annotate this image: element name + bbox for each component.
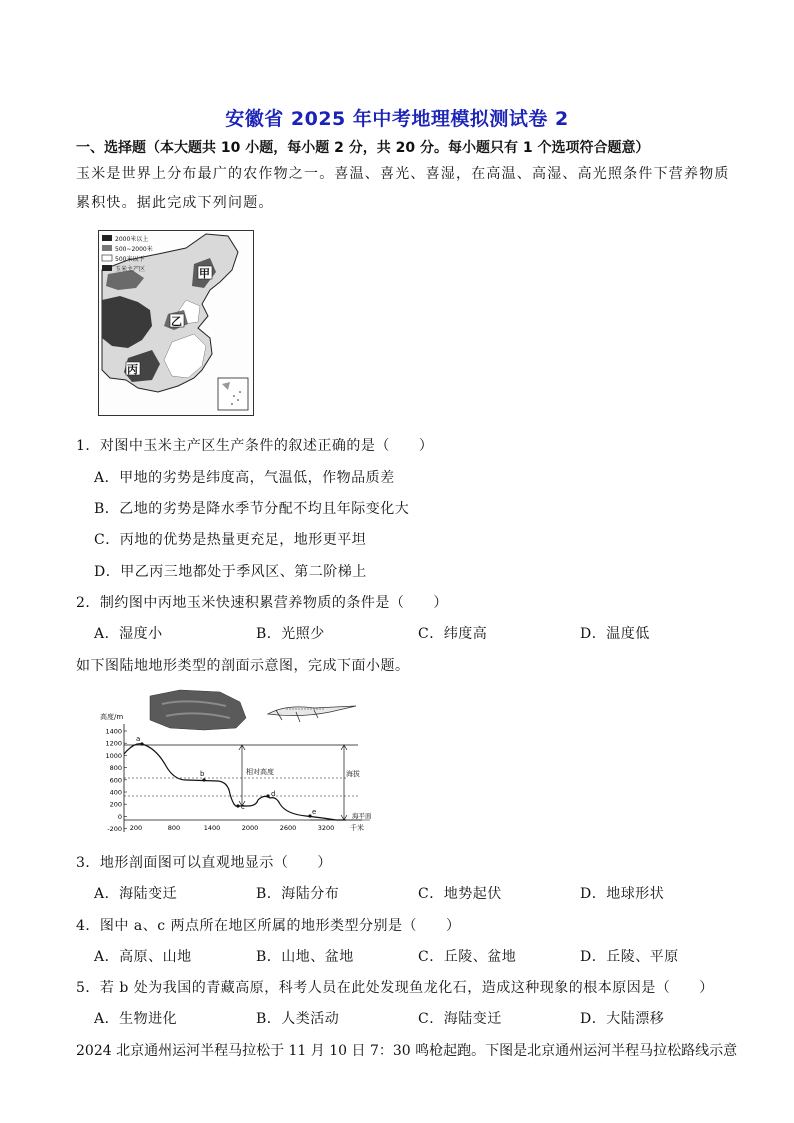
- region-label-yi: 乙: [171, 315, 182, 328]
- question-4-option-c: C．丘陵、盆地: [418, 949, 517, 965]
- x-tick-label: 3200: [317, 824, 335, 832]
- china-map-figure: [98, 230, 254, 416]
- y-tick-label: 1000: [105, 751, 122, 760]
- question-1-option-d: D．甲乙丙三地都处于季风区、第二阶梯上: [94, 564, 367, 580]
- y-tick-label: 200: [109, 800, 122, 809]
- question-5-stem: 5．若 b 处为我国的青藏高原，科考人员在此处发现鱼龙化石，造成这种现象的根本原因是（ ）: [76, 980, 714, 996]
- point-label-b: b: [200, 770, 205, 778]
- question-4-option-a: A．高原、山地: [94, 949, 192, 965]
- x-tick-label: 1400: [203, 824, 221, 832]
- question-3-option-d: D．地球形状: [580, 886, 665, 902]
- legend-label: 2000米以上: [115, 236, 149, 243]
- y-tick-label: 800: [109, 764, 122, 773]
- point-label-c: c: [241, 803, 245, 811]
- point-a-marker: [140, 742, 143, 745]
- question-1-option-a: A．甲地的劣势是纬度高，气温低，作物品质差: [94, 470, 395, 486]
- question-3-option-b: B．海陆分布: [256, 886, 340, 902]
- point-d-marker: [266, 794, 269, 797]
- point-b-marker: [202, 778, 205, 781]
- question-3-option-a: A．海陆变迁: [94, 886, 178, 902]
- question-5-option-a: A．生物进化: [94, 1011, 178, 1027]
- y-tick-label: 0: [117, 812, 122, 821]
- point-label-d: d: [271, 790, 276, 798]
- fossil-rock-image: [150, 690, 246, 730]
- intro-paragraph-3: 2024 北京通州运河半程马拉松于 11 月 10 日 7：30 鸣枪起跑。下图是北京通州运河半程马拉松路线示意: [76, 1043, 738, 1059]
- legend-swatch-low: [102, 255, 112, 261]
- x-tick-label: 800: [167, 824, 181, 832]
- altitude-label: 海拔: [346, 770, 360, 778]
- region-label-bing: 丙: [127, 363, 138, 376]
- question-4-option-b: B．山地、盆地: [256, 949, 354, 965]
- south-sea-inset: [218, 378, 248, 410]
- question-3-option-c: C．地势起伏: [418, 886, 502, 902]
- question-2-option-c: C．纬度高: [418, 626, 488, 642]
- y-tick-label: 1200: [105, 739, 122, 748]
- x-tick-label: 2000: [241, 824, 259, 832]
- question-2-stem: 2．制约图中丙地玉米快速积累营养物质的条件是（ ）: [76, 595, 448, 611]
- x-tick-label: 2600: [279, 824, 297, 832]
- question-5-option-b: B．人类活动: [256, 1011, 340, 1027]
- x-tick-label: 200: [129, 824, 143, 832]
- china-map: [98, 230, 254, 416]
- intro-paragraph: 玉米是世界上分布最广的农作物之一。喜温、喜光、喜湿，在高温、高湿、高光照条件下营养物质累积快。据此完成下列问题。: [76, 166, 730, 211]
- question-1-option-c: C．丙地的优势是热量更充足，地形更平坦: [94, 532, 367, 548]
- question-2-option-d: D．温度低: [580, 626, 650, 642]
- question-1-stem: 1．对图中玉米主产区生产条件的叙述正确的是（ ）: [76, 438, 434, 454]
- question-2-option-a: A．湿度小: [94, 626, 163, 642]
- question-1-option-b: B．乙地的劣势是降水季节分配不均且年际变化大: [94, 501, 410, 517]
- question-5-option-c: C．海陆变迁: [418, 1011, 502, 1027]
- terrain-profile: [100, 684, 390, 840]
- y-tick-label: 400: [109, 788, 122, 797]
- legend-label: 玉米主产区: [115, 266, 146, 273]
- question-3-stem: 3．地形剖面图可以直观地显示（ ）: [76, 855, 332, 871]
- y-tick-label: 600: [109, 776, 122, 785]
- legend-swatch-corn: [102, 265, 112, 271]
- region-label-jia: 甲: [199, 267, 210, 280]
- y-axis-label: 高度/m: [100, 713, 124, 721]
- x-ticks: [130, 824, 334, 832]
- relative-height-label: 相对高度: [246, 768, 274, 776]
- legend-label: 500米以下: [115, 256, 145, 263]
- question-4-option-d: D．丘陵、平原: [580, 949, 679, 965]
- question-4-stem: 4．图中 a、c 两点所在地区所属的地形类型分别是（ ）: [76, 918, 461, 934]
- section-heading: 一、选择题（本大题共 10 小题，每小题 2 分，共 20 分。每小题只有 1 个选项符合题意）: [76, 140, 650, 156]
- point-c-marker: [236, 804, 239, 807]
- question-2-option-b: B．光照少: [256, 626, 325, 642]
- ichthyosaur-icon: [268, 706, 356, 722]
- y-tick-label: 1400: [105, 727, 122, 736]
- y-tick-label: -200: [107, 825, 122, 834]
- legend-swatch-mid: [102, 245, 112, 251]
- legend-label: 500~2000米: [115, 246, 153, 253]
- x-axis-unit: 千米: [350, 824, 364, 832]
- point-label-a: a: [136, 735, 141, 743]
- sea-level-label: 海平面: [352, 812, 372, 820]
- intro-paragraph-2: 如下图陆地地形类型的剖面示意图，完成下面小题。: [76, 658, 410, 674]
- question-5-option-d: D．大陆漂移: [580, 1011, 665, 1027]
- point-label-e: e: [312, 808, 317, 816]
- terrain-profile-figure: [100, 684, 390, 840]
- legend-swatch-high: [102, 235, 112, 241]
- page-title: 安徽省 2025 年中考地理模拟测试卷 2: [225, 108, 569, 130]
